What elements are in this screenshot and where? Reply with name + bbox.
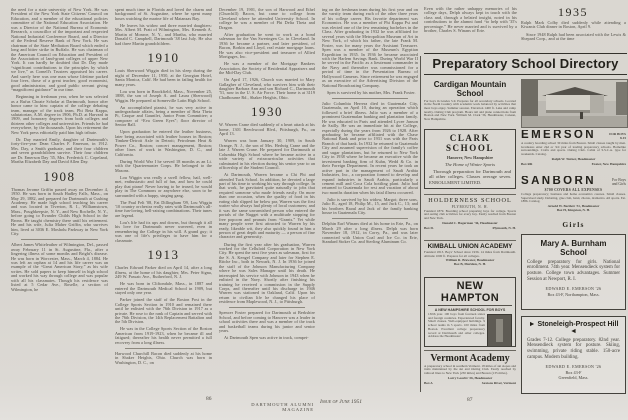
holderness-school-title: HOLDERNESS SCHOOL bbox=[428, 197, 512, 204]
obituary-text: Albert James Whiteleather of Wilmington, Del., passed away February 11 in St. Augustine, Fla., after a lingering illness of some months and Bright's disease. He was born in Worcester, Mass., March 4, 1884. He was left an orphan at 14 and his life career was an example of the “Great American Story,” as his wife writes. He sold papers to keep himself in high school and worked his way through college and was popular with all his classmates. Though his residence was listed at 5 Cedar Ave., Roselle, a section of Wilmington, he bbox=[11, 242, 108, 292]
photo-figure bbox=[580, 112, 583, 119]
sanborn-corner-line2: and Girls bbox=[611, 182, 626, 187]
ad-mary-burnham-school bbox=[521, 234, 626, 310]
holderness-school-location: PLYMOUTH, N. H. bbox=[451, 204, 489, 209]
obituary-text: the need for a state university of New York. He was President of the New York State Citizens' Council on Education, and a member of the educational policies committee of the National Education Association. He was a Director of the National Bureau of Economic Research, a councillor of the important and respected National Industrial Conference Board, and a Director of the Federal Reserve Bank of New York. He was chairman of the State Mediation Board which ended a long and bitter strike in Buffalo. He was chairman of the American Council on Education and President of the Association of land-grant colleges of upper New York. It can hardly be doubted that Dr. Day made “significant contributions to the principles by which we live,” as Cornell's Trustees appraised his career. And surely here was one man whose lifetime packed four lives, those of a great teacher, good economist, good administrator, and good public servant giving “magnificent guidance” in our time. bbox=[11, 8, 108, 93]
obituary-column-2 bbox=[115, 8, 212, 394]
ad-holderness-school bbox=[424, 194, 516, 238]
ad-sanborn-seminary bbox=[521, 176, 626, 218]
obituary-text: Charles Edward Parker died on April 14, after a long illness, at the home of his daughter, Mrs. Peter Signa, 249 W. Passaic Ave., Rutherford, N. J. bbox=[115, 265, 212, 280]
emerson-corner-line2: 8-15 bbox=[619, 136, 626, 141]
photo-trees bbox=[522, 80, 538, 118]
vermont-academy-body: A preparatory school in southern Vermont. 18 miles of ski slopes and trails maintained by the ski and Outing Club. Easily reached by railroad lines to New York (230 miles) and Boston (135 miles). bbox=[424, 363, 516, 375]
obituary-text: Beginning in freshman year, when he was selected as a Rufus Choate Scholar at Dartmouth, honor after honor came to him: captain of the college debating team, manager of the track team, Phi Beta Kappa, salutatorian, A.M. degree in 1906, Ph.D. at Harvard in 1909, and honorary degrees from both colleges and thirteen other colleges and universities. Friends he had everywhere, by the thousands. Upon his retirement the New York press editorially paid him high tribute. bbox=[11, 94, 108, 135]
obituary-text: Lou was born in Brookfield, Mass., November 25, 1888, the son of Joseph A. and Laura (Sherwood) Wiggin. He prepared at Somerville Latin High School. bbox=[115, 88, 212, 103]
obituary-text: Dr. Day married Emily, daughter of Dartmouth's forty-five-year Dean Charles F. Emerson, in 1912. Mrs. Day, a Smith graduate, and their four children and seven grandchildren survive. Their four children are Dr. Emerson Day '35, Mrs. Frederick C. Copeland, Martha Elizabeth Day and David Allen Day. bbox=[11, 136, 108, 165]
directory-banner-title: Preparatory School Directory bbox=[432, 56, 619, 71]
ad-kimball-union-academy bbox=[424, 240, 516, 275]
obituary-column-5 bbox=[424, 7, 517, 53]
class-year-heading-1908: 1908 bbox=[43, 168, 76, 184]
clark-school-location: Hanover, New Hampshire bbox=[446, 154, 494, 160]
obituary-text: Harwood Churchill Bacon died suddenly at his home in Shaker Heights, Ohio. Church was born in Washington, D. C., on bbox=[115, 350, 212, 365]
obituary-text: Lou's life had its ups and downs, but through it all his love for Dartmouth never wavered, even in remembering the College in his will. A grand guy; it was one of life's privileges to have him for a classmate. bbox=[115, 219, 212, 243]
sanborn-body: College preparatory; business and home economics courses. Small classes. Supervised study. Debating, glee club, band, chorus, dramatics. All sports. Est. 1886. Catalog. bbox=[521, 192, 626, 204]
obituary-text: Even with the rather unhappy memories of his college days, Delph always kept in touch with the class and, through a belated insight, noted in his contributions to the alumni fund “to help with '35's percentage.” He never married and is survived by a brother, Charles S. Winans of Erie. bbox=[424, 7, 517, 34]
obituary-text: The Paul Felt '08, Fat Dillingham '09, Lou Wiggin '10 country orchestra really rates with Dartmouth's all-time fun-loving, hell-raising combinations. Their tunes are legend. bbox=[115, 199, 212, 218]
stoneleigh-town: Greenfield, Mass. bbox=[558, 375, 589, 381]
obituary-text: W. Warren Crane died suddenly of a heart attack at his home, 1301 Beechwood Blvd., Pittsburgh, Pa., on April 13. bbox=[219, 122, 315, 137]
stoneleigh-title: ► Stoneleigh-Prospect Hill ◄ bbox=[528, 321, 619, 335]
obituary-text: Since 1948 Ralph had been associated with the Lewis & Shepard Corp., and at the time bbox=[521, 31, 626, 41]
stoneleigh-body: Grades 7-12. College preparatory. 82nd year. Mensendieck system for posture. Skiing, swimming, private riding stable. 150-acre campus. Modern building. bbox=[527, 337, 620, 361]
photo-trees bbox=[616, 82, 627, 115]
obituary-text: Thomas Jerome Griffin passed away on December 4, 1950. He was born in South Hadley Falls, Mass., on May 29, 1882, and prepared for Dartmouth at Cushing Academy. He made high school teaching his career and was located in Tiverton, R. I., Williamstown, Mass., Poughkeepsie, N. Y., and New Rochelle, N. Y., before going to Evander Childs High School in the Bronx. He taught chemistry there until his retirement. He and his wife, Julia Maher Griffin, who survives him, lived at 3036 E. Mosholu Parkway in New York City. bbox=[11, 186, 108, 237]
clark-school-title: CLARK SCHOOL bbox=[445, 133, 495, 153]
clark-school-headmaster bbox=[429, 188, 511, 189]
obituary-text: During the first year after his graduation, Warren worked for the Celluloid Corporation in New York City. He spent the next five years as salesman, first for the S. A. Kengel Company and later for Stephen E. Ritche Inc., both in Newark, N. J. In 1936 he joined the staff of the Johnson Manufacturing Company where he was Sales Manager until his death. He interrupted his service with Johnson in 1943 when he enlisted in the Navy. Shortly after finishing his training he received a commission in the Supply Corps, and thereafter until his discharge in 1946 Warren was stationed in Oakland, Calif. Upon his return to civilian life he changed his place of residence from Maplewood, N. J., to Pittsburgh. bbox=[219, 241, 315, 305]
new-hampton-body: 130th year. 100 boys from fourteen states and foreign countries. Experienced faculty. Small classes. Well-equipped buildings. 9 school teams in 5 sports. 100 miles from Boston. Excellent college preparatory record at Dartmouth and other colleges. Address the Headmaster: bbox=[428, 312, 485, 339]
right-page-number: 87 bbox=[467, 397, 473, 403]
emerson-corner-line1: FOR BOYS bbox=[609, 132, 626, 137]
photo-building bbox=[546, 95, 604, 113]
sanborn-corner-line1: For Boys bbox=[611, 178, 626, 183]
ad-emerson-school bbox=[521, 130, 626, 173]
holderness-school-town: Plymouth, N. H. bbox=[492, 225, 516, 230]
vermont-academy-headmaster: Larry Leavitt '26, Headmaster bbox=[447, 375, 493, 380]
vermont-academy-title: Vermont Academy bbox=[430, 352, 510, 364]
burnham-school-contact: EDWARD E. EMERSON '26 bbox=[545, 286, 602, 292]
ad-cardigan-mountain-school bbox=[424, 80, 516, 126]
sanborn-headmaster: Arnold W. Bartlett '31, Headmaster bbox=[547, 204, 600, 209]
ad-new-hampton-school bbox=[424, 277, 516, 347]
obituary-column-3 bbox=[219, 8, 315, 394]
stoneleigh-box: Box 43-F bbox=[565, 369, 582, 375]
obituary-text: Upon graduation he entered the leather business, later being associated with leather houses in Boston; Timken-Detroit Axle in Detroit; Petroleum Heat & Power Co., Boston; concert management, Boston; other lines of work in Washington, D. C., and California. bbox=[115, 129, 212, 157]
magazine-name-footer: DARTMOUTH ALUMNI MAGAZINE bbox=[251, 402, 314, 412]
vermont-academy-town: Saxtons River, Vermont bbox=[481, 380, 516, 385]
obituary-text: Spencer Foster prepared for Dartmouth at Berkshire School, and before coming to Hanover was a leader in school activities there and was a member of the track and basketball teams during his junior and senior years. bbox=[219, 310, 315, 334]
emerson-school-box: Box RR bbox=[521, 161, 533, 166]
class-year-heading-1935: 1935 bbox=[558, 5, 588, 19]
obituary-text: He was a member of the Mortgage Bankers Association, the Society of Residential Appraisers and the Mid-Day Club. bbox=[219, 61, 315, 76]
obituary-text: An accomplished pianist, he was very active in undergraduate affairs, being a member of Beta Theta Pi, Casque and Gauntlet, Junior Prom Committee; a composer of “Eva Green Eyes”; floor director of Senior Ball. bbox=[115, 104, 212, 128]
new-hampton-title: NEW HAMPTON bbox=[428, 280, 512, 306]
kimball-union-title: KIMBALL UNION ACADEMY bbox=[427, 243, 513, 250]
obituary-text: At Dartmouth Spen was active in track, compet- bbox=[224, 335, 309, 341]
obituary-text: He was in the College Sports Section of the Boston American from 1919-1923, when he became ill and fatigued; thereafter his health never permitted a full recovery from a long illness. bbox=[115, 326, 212, 345]
holderness-school-headmaster: Donald C. Hagerman '36, Headmaster bbox=[442, 220, 498, 225]
vermont-academy-box: Box A bbox=[424, 380, 433, 385]
sanborn-title: SANBORN bbox=[521, 176, 596, 187]
obituary-divider bbox=[332, 218, 408, 219]
left-page-number: 86 bbox=[206, 396, 212, 402]
burnham-school-box: Box 43-F, Northampton, Mass. bbox=[547, 291, 600, 297]
obituary-text: Ralph Mark Colby died suddenly while attending a Kiwanis Club dinner in Boston, April 9. bbox=[521, 21, 626, 30]
class-year-heading-1913: 1913 bbox=[147, 247, 180, 263]
new-hampton-photo bbox=[487, 314, 512, 347]
obituary-divider bbox=[21, 239, 98, 240]
obituary-column-1 bbox=[11, 8, 108, 394]
girls-section-label: Girls bbox=[562, 220, 585, 229]
obituary-text: On April 17, 1926, Church was married to Mary Gallagher of Cleveland, who survives him with their daughter Barbara Ann and son Richard C., Dartmouth '51, now in the U. S. Air Force. Their home is at 3119 Chadbourne Rd., Shaker Heights, Ohio. bbox=[219, 77, 315, 100]
ad-clark-school bbox=[424, 129, 516, 189]
obituary-text: Julio Columbia Herrera died in Guatemala City, Guatemala, on April 10, during an operation which followed a brief illness. Julio was a member of a prominent Guatemalan banking and plantation family. He was educated in Paris and attended Lycee Janson de Sailly. He was an immediate hit at the College, especially during the years from 1926 to 1928. After graduating he became affiliated with the Chase National Bank and prior to 1931 was with the Paris Branch of that bank. In 1932 he returned to Guatemala City and assumed supervision of the family's coffee and sugar plantations, but he returned to New York City in 1938 where he became an executive with the investment banking firm of Kuhn, Wedd & Co. in their Foreign Department. In recent years he took an active part in the management of Saudi Arabia Industries, Inc., a corporation formed to develop and expand industries in Saudi Arabia, particularly a cement mill and Coca Cola bottling plant. Julio had returned to Guatemala for rest and vacation of about two months duration when his fatal illness occurred. bbox=[322, 100, 418, 195]
stoneleigh-contact: EDWARD E. EMERSON '26 bbox=[545, 364, 602, 370]
obituary-text: Warren was born January 30, 1909, in South Orange, N. J., the son of Mrs. Hedwig Crane and the late J. Warren Crane. He prepared for Dartmouth at Columbia High School where he became active in a wide variety of extracurricular activities that culminated in his election during his senior year to an officership of the Student Council. bbox=[219, 138, 315, 171]
clark-school-body: Thorough preparation for Dartmouth and all other colleges. Classes average seven. ENROLLMENT LIMITED. bbox=[429, 169, 511, 185]
obituary-text: After graduation he went to work as a bond salesman for the Van Sweringen Co. in Cleveland. In 1936 he became a partner, and later president, of Bacon, Borkin and Lloyd, real estate mortgage loans. He was also vice-president and treasurer of Allied Mortgages, Inc. bbox=[219, 31, 315, 60]
obituary-text: Julio is survived by his widow, Margot; three sons, Julio R., aged 18, Philip M., 15, and Jack C., 13; and his brothers Raoul and Jack of the family banking house in Guatemala City. bbox=[322, 196, 418, 216]
emerson-school-town: Exeter, New Hampshire bbox=[591, 161, 626, 166]
obituary-text: December 19, 1901, the son of Harwood and Ethel (Churchill) Bacon, but came to college from Cleveland where he attended University School. In college he was a member of Phi Delta Theta and Dragon. bbox=[219, 8, 315, 30]
kimball-union-headmaster: William R. Brewster, Headmaster bbox=[445, 258, 495, 263]
holderness-school-body: Founded 1879. Boarding school preparing boys for college. Sports and outing club activities for every boy. Easily reached from Boston and New York. bbox=[424, 208, 516, 220]
obituary-text: Spen is survived by his mother, Mrs. Frank Foster. bbox=[327, 89, 416, 95]
sanborn-subtitle: $700 COVERS ALL EXPENSES bbox=[544, 188, 603, 192]
ad-stoneleigh-prospect-hill bbox=[521, 316, 626, 394]
ad-vermont-academy bbox=[424, 350, 516, 397]
sanborn-box: Box H, Kingston, N. H. bbox=[556, 208, 591, 213]
class-year-heading-1910: 1910 bbox=[147, 50, 180, 66]
obituary-divider bbox=[125, 348, 202, 349]
new-hampton-subtitle: A NEW HAMPSHIRE SCHOOL FOR BOYS bbox=[434, 307, 506, 312]
burnham-school-title: Mary A. Burnham School bbox=[540, 239, 607, 257]
cardigan-campus-photo bbox=[521, 79, 628, 128]
emerson-school-title: EMERSON bbox=[521, 130, 596, 141]
obituary-divider bbox=[229, 307, 305, 308]
obituary-text: Delphin Earl Winans died at his home in Erie, Pa., on March 29 after a long illness. Delph was born November 18, 1912, in Corry, Pa., and was later connected with Union Coal and Ice Co. in Erie, Standard Stoker Co. and Sterling Aluminum Co. bbox=[322, 221, 418, 245]
obituary-text: He was born in Cliftondale, Mass., in 1887 and entered the Dartmouth Medical School in 1909, but stayed only one year. bbox=[115, 281, 212, 296]
clark-school-tagline: The Home of Winter Sports bbox=[444, 161, 496, 167]
obituary-column-6 bbox=[521, 21, 626, 53]
emerson-school-body: A country boarding school 30 miles from Boston. Small classes taught by men. Graduates enter 2nd or 3rd year of leading preparatory schools. Homelike surroundings. Crafts and sports. Outing Club. Cabin of S.S.C.A. type for weekends. Catalog. bbox=[521, 141, 626, 157]
cardigan-school-title: Cardigan Mountain School bbox=[433, 80, 507, 98]
obituary-divider bbox=[332, 98, 408, 99]
obituary-text: spent much time in Florida and loved the charm and background of St. Augustine, where he spent many hours watching the marine life of Matanzas Bay. bbox=[115, 8, 212, 21]
kimball-union-body: Founded 1813. Boys' School since 1936. 14 miles from Dartmouth. Altitude 1000 ft. Prepares for all colleges. bbox=[424, 250, 516, 258]
obituary-text: During World War I he served 18 months as an Lt. with the Quartermaster Corps. He belonged to the Masons. bbox=[115, 158, 212, 173]
obituary-text: He leaves his widow and three married daughters: Mrs. Albert M. Pratt of Wilmington, Mrs. Kenneth A. Martin of Monroe, N. Y., and Martha, who married Donald C. Campbell, Dartmouth '38 last July. He also had three Martin grandchildren. bbox=[115, 22, 212, 46]
obituary-column-4 bbox=[322, 8, 418, 394]
emerson-school-headmaster: Ralph W. Turner, Headmaster bbox=[551, 156, 596, 161]
burnham-school-body: College preparatory for girls. National enrollment. 74th year. Mensendieck system for posture. College town advantages. Summer Session at Newport, R. I. bbox=[527, 259, 620, 283]
class-year-heading-1930: 1930 bbox=[251, 104, 283, 120]
cardigan-school-body: For boys in Grades 5-9. Prepares for all secondary schools. Located in the North Country with academic work balanced by activities that most boys enjoy. Summer session. Elevation 1400 ft. Lake and camp nearby. Outing Club program. Hours rail and plane connections from Boston and New York. William M. Clark '36, Headmaster, Canaan, New Hampshire. bbox=[424, 98, 516, 122]
obituary-text: Parker joined the staff of the Boston Post in the College Sports Section in 1910 and remained there until he enlisted with the 76th Division in 1917 as a private. He rose to the rank of Captain and served with the 76th Division, the 14th Replacement Battalion and the 5th Division. bbox=[115, 297, 212, 325]
obituary-text: At Dartmouth, Warren became a Chi Phi and attended Tuck School. In addition, he devoted a large part of his time to working his way through college. In that work, he gravitated quite naturally to jobs that required someone who made friends easily. On more than one occasion, when the quality of food in his eating club slipped far below par, Warren was the first waiter who always had plenty of local customers; and it was the same unvarnished person who entered the portals of the Nugget with a multitude stopping for free popcorn and peanuts from “Grants.” Yet while many people were first attracted to Warren by his ready, likeable wit, they also quickly found in him a person of great depth and maturity — a person of fine character and generosity. bbox=[219, 172, 315, 240]
kimball-union-box: Box B, Meriden, N. H. bbox=[453, 262, 487, 267]
obituary-text: ing on the freshman team during his first year and on the varsity team during each of the other three years of his college career. His favorite department was Economics. He was a member of Phi Kappa Psi and was elected one of the few remaining bachelors in the Class. After graduating in 1932 he was affiliated for several years with the Metropolitan Museum of Art in New York, of which his father, the late Frank M. Foster, was for many years the Assistant Treasurer. Spen was a member of the Museum's Egyptian Expedition in 1935. In 1936 he became associated with the Harlem Savings Bank. During World War II he served in the Pacific as a lieutenant commander in the Navy and thereafter was commissioned for a period of time in the Presentation Bureau of Hollywood Cameras. Since retirement he was engaged as an executive of the Advertising Division of the National Broadcasting Company. bbox=[322, 8, 418, 88]
directory-left-rule bbox=[420, 56, 421, 392]
photo-ground bbox=[522, 116, 627, 127]
holderness-school-box: Box D. bbox=[424, 225, 434, 230]
obituary-text: Louis Sherwood Wiggin died in his sleep during the night of December 11, 1950, at the Georgian Hotel, Santa Monica, Calif. He had been in failing health for many years. bbox=[115, 68, 212, 87]
directory-banner bbox=[424, 53, 627, 75]
obituary-text: Lou Wiggin was really a swell fellow, hail, well-met, enthusiastic and full of fun, and how he could play that piano! Never having to be teased, he would play in The Commons or anywhere else, soon to be surrounded with a happy, singing gang. bbox=[115, 174, 212, 198]
issue-date-footer: Issue of June 1951 bbox=[320, 399, 363, 405]
